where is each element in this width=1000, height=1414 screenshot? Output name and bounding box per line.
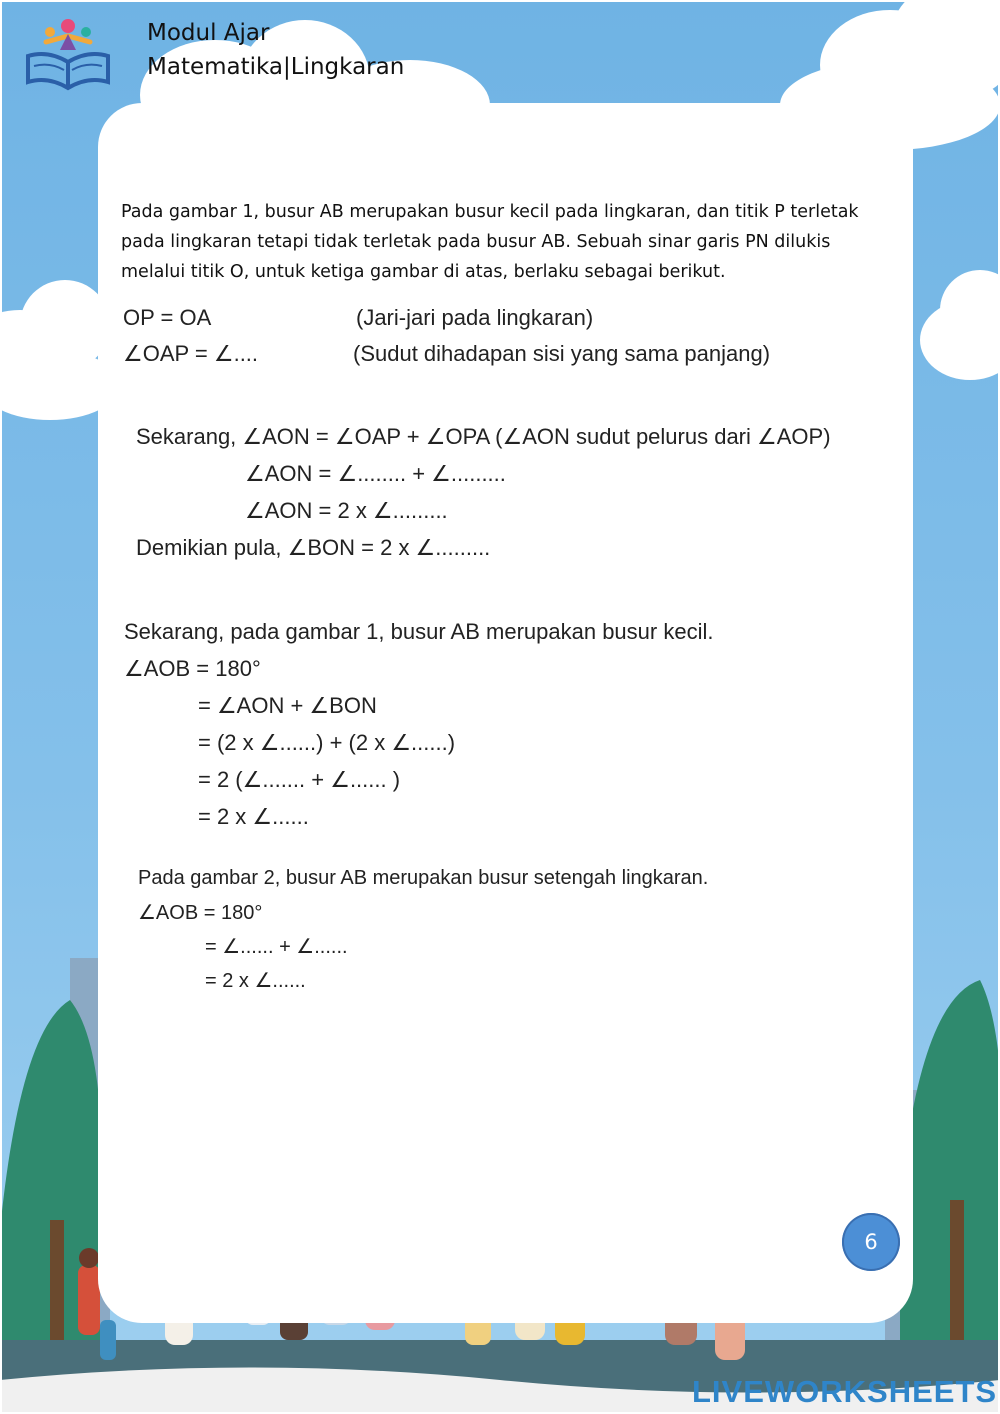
eq-bon-double: Demikian pula, ∠BON = 2 x ∠......... xyxy=(136,535,491,560)
block4-aob: ∠AOB = 180° xyxy=(138,902,263,924)
book-logo-icon xyxy=(20,12,116,94)
eq-aon-fill: ∠AON = ∠........ + ∠......... xyxy=(245,461,506,486)
block4-step2: = 2 x ∠...... xyxy=(205,970,306,992)
eq-aon-double: ∠AON = 2 x ∠......... xyxy=(245,498,448,523)
block4-step1: = ∠...... + ∠...... xyxy=(205,936,348,958)
module-title-line2: Matematika|Lingkaran xyxy=(147,54,405,80)
eq-oap-reason: (Sudut dihadapan sisi yang sama panjang) xyxy=(353,341,771,366)
module-title-line1: Modul Ajar xyxy=(147,20,270,46)
intro-paragraph: Pada gambar 1, busur AB merupakan busur kecil pada lingkaran, dan titik P terletak pada lingkaran tetapi tidak terletak pada busur AB. Sebuah sinar garis PN dilukis melalui titik O, untuk ketiga gambar di atas, berlaku sebagai berikut. xyxy=(121,202,859,282)
block4-heading: Pada gambar 2, busur AB merupakan busur setengah lingkaran. xyxy=(138,867,709,889)
eq-oap: ∠OAP = ∠.... xyxy=(123,341,259,366)
module-title xyxy=(147,16,404,84)
block3-step3: = 2 (∠....... + ∠...... ) xyxy=(198,767,401,792)
page-number-badge: 6 xyxy=(842,1213,900,1271)
block3-step4: = 2 x ∠...... xyxy=(198,804,309,829)
block3-step2: = (2 x ∠......) + (2 x ∠......) xyxy=(198,730,456,755)
eq-op-oa: OP = OA xyxy=(123,305,212,330)
block3-aob: ∠AOB = 180° xyxy=(124,656,261,681)
eq-aon-sum: Sekarang, ∠AON = ∠OAP + ∠OPA (∠AON sudut pelurus dari ∠AOP) xyxy=(136,424,831,449)
eq-op-oa-reason: (Jari-jari pada lingkaran) xyxy=(356,305,594,330)
block3-heading: Sekarang, pada gambar 1, busur AB merupakan busur kecil. xyxy=(124,619,714,644)
block3-step1: = ∠AON + ∠BON xyxy=(198,693,377,718)
liveworksheets-watermark: LIVEWORKSHEETS xyxy=(692,1374,998,1409)
